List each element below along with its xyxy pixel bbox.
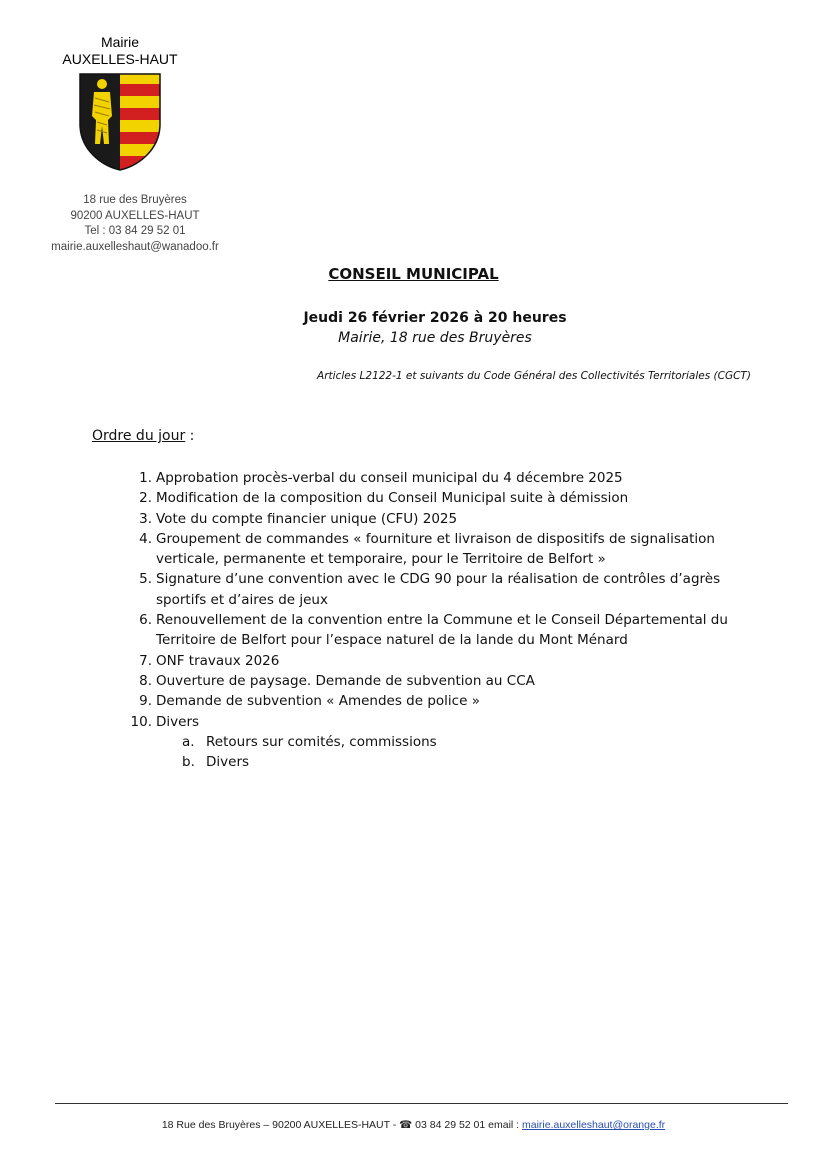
mairie-label: Mairie: [100, 34, 140, 50]
item-number: 4.: [139, 530, 152, 547]
item-text: Vote du compte financier unique (CFU) 2025: [156, 510, 458, 527]
item-text: Ouverture de paysage. Demande de subvention au CCA: [156, 672, 535, 689]
list-item: [130, 610, 770, 651]
meeting-date: Jeudi 26 février 2026 à 20 heures: [303, 310, 567, 326]
item-text: Demande de subvention « Amendes de police »: [156, 693, 480, 710]
sub-item-text: Divers: [206, 754, 250, 771]
agenda-heading-colon: :: [185, 428, 195, 444]
address-city: 90200 AUXELLES-HAUT: [70, 209, 200, 222]
item-number: 7.: [139, 652, 152, 669]
agenda-list: [130, 468, 770, 772]
meeting-place: Mairie, 18 rue des Bruyères: [338, 330, 532, 346]
item-text: Renouvellement de la convention entre la Commune et le Conseil Départemental du Territoire de Belfort pour l’espace naturel de la lande du Mont Ménard: [156, 612, 728, 649]
item-text: Modification de la composition du Conseil Municipal suite à démission: [156, 490, 629, 507]
item-number: 10.: [130, 713, 152, 730]
item-text: ONF travaux 2026: [156, 652, 280, 669]
item-number: 8.: [139, 672, 152, 689]
list-item: [130, 468, 770, 488]
address-email: mairie.auxelleshaut@wanadoo.fr: [51, 240, 219, 253]
footer-divider: [55, 1103, 788, 1104]
mairie-address: [40, 193, 230, 255]
item-text: Divers: [156, 713, 200, 730]
list-item: [130, 509, 770, 529]
footer: [0, 1119, 827, 1131]
sub-item-letter: a.: [182, 733, 195, 750]
agenda-heading-label: Ordre du jour: [92, 428, 186, 444]
item-text: Groupement de commandes « fourniture et livraison de dispositifs de signalisation verticale, permanente et temporaire, pour le Territoire de Belfort »: [156, 530, 715, 568]
sub-list-item: [156, 752, 770, 772]
list-item: [130, 651, 770, 671]
item-text: Signature d’une convention avec le CDG 90 pour la réalisation de contrôles d’agrès sportifs et d’aires de jeux: [156, 571, 721, 608]
list-item: [130, 712, 770, 773]
item-number: 3.: [139, 510, 152, 527]
list-item: [130, 529, 770, 570]
legal-reference: Articles L2122-1 et suivants du Code Général des Collectivités Territoriales (CGCT): [317, 370, 751, 382]
item-number: 2.: [139, 490, 152, 507]
list-item: [130, 691, 770, 711]
list-item: [130, 569, 770, 610]
sub-item-text: Retours sur comités, commissions: [206, 733, 437, 750]
letterhead: [50, 34, 190, 172]
list-item: [130, 488, 770, 508]
commune-name: AUXELLES-HAUT: [62, 51, 178, 67]
address-street: 18 rue des Bruyères: [83, 194, 187, 206]
sub-list-item: [156, 732, 770, 752]
item-number: 5.: [139, 571, 152, 588]
sub-item-letter: b.: [182, 754, 195, 771]
footer-email-link[interactable]: mairie.auxelleshaut@orange.fr: [522, 1119, 666, 1131]
footer-contact: 18 Rue des Bruyères – 90200 AUXELLES-HAUT - ☎ 03 84 29 52 01 email :: [161, 1119, 522, 1131]
address-phone: Tel : 03 84 29 52 01: [84, 225, 186, 237]
agenda-heading: [92, 428, 194, 444]
item-number: 6.: [139, 612, 152, 629]
coat-of-arms-icon: [78, 72, 162, 172]
document-title: CONSEIL MUNICIPAL: [328, 265, 499, 283]
item-number: 1.: [139, 470, 152, 486]
item-number: 9.: [139, 693, 152, 710]
item-text: Approbation procès-verbal du conseil municipal du 4 décembre 2025: [156, 470, 623, 486]
sub-list: [156, 732, 770, 773]
list-item: [130, 671, 770, 691]
